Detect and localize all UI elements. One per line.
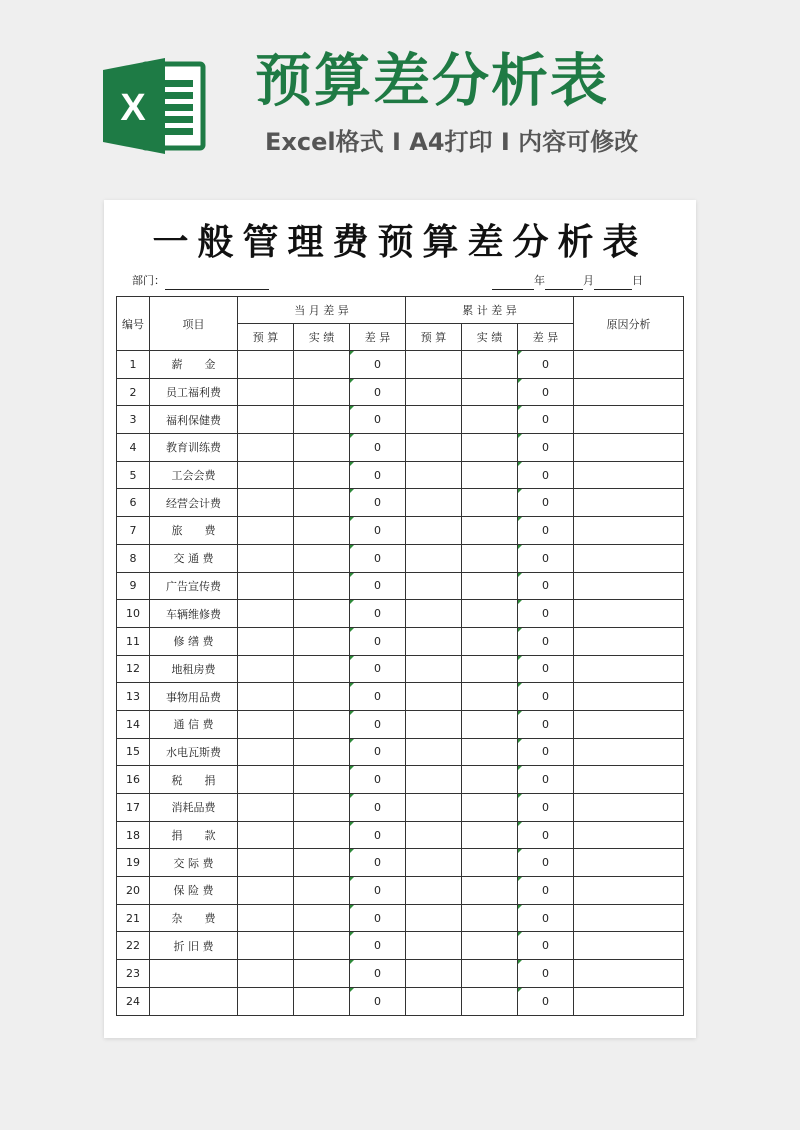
cell-actual-cumulative[interactable] — [462, 544, 518, 572]
day-label: 日 — [632, 274, 643, 287]
cell-actual-month[interactable] — [294, 904, 350, 932]
cell-diff-month: 0 — [350, 378, 406, 406]
cell-budget-cumulative[interactable] — [406, 683, 462, 711]
cell-item[interactable]: 员工福利费 — [150, 378, 238, 406]
cell-diff-cumulative: 0 — [518, 517, 574, 545]
table-row — [117, 572, 684, 600]
cell-actual-month[interactable] — [294, 461, 350, 489]
cell-item[interactable]: 事物用品费 — [150, 683, 238, 711]
cell-no: 21 — [117, 904, 150, 932]
cell-actual-cumulative[interactable] — [462, 849, 518, 877]
cell-diff-cumulative: 0 — [518, 794, 574, 822]
cell-reason[interactable] — [574, 766, 684, 794]
table-row — [117, 960, 684, 988]
cell-actual-month[interactable] — [294, 544, 350, 572]
cell-budget-month[interactable] — [238, 683, 294, 711]
cell-item[interactable]: 杂 费 — [150, 904, 238, 932]
year-input-line[interactable] — [492, 277, 534, 290]
header-diff-cumulative: 差 异 — [518, 324, 574, 351]
cell-item[interactable]: 薪 金 — [150, 351, 238, 379]
cell-diff-month: 0 — [350, 960, 406, 988]
cell-diff-month: 0 — [350, 710, 406, 738]
cell-diff-month: 0 — [350, 794, 406, 822]
cell-budget-cumulative[interactable] — [406, 544, 462, 572]
cell-diff-cumulative: 0 — [518, 683, 574, 711]
cell-actual-month[interactable] — [294, 683, 350, 711]
header-no: 编号 — [117, 297, 150, 351]
cell-diff-cumulative: 0 — [518, 987, 574, 1015]
header-current-month: 当 月 差 异 — [238, 297, 406, 324]
cell-budget-cumulative[interactable] — [406, 600, 462, 628]
cell-budget-cumulative[interactable] — [406, 572, 462, 600]
cell-actual-cumulative[interactable] — [462, 434, 518, 462]
cell-diff-cumulative: 0 — [518, 960, 574, 988]
cell-item[interactable]: 折 旧 费 — [150, 932, 238, 960]
cell-no: 23 — [117, 960, 150, 988]
cell-diff-cumulative: 0 — [518, 544, 574, 572]
month-label: 月 — [583, 274, 594, 287]
cell-reason[interactable] — [574, 572, 684, 600]
header-item: 项目 — [150, 297, 238, 351]
cell-diff-cumulative: 0 — [518, 600, 574, 628]
cell-item[interactable]: 交 通 费 — [150, 544, 238, 572]
cell-actual-month[interactable] — [294, 960, 350, 988]
cell-actual-month[interactable] — [294, 821, 350, 849]
cell-budget-cumulative[interactable] — [406, 710, 462, 738]
table-row — [117, 406, 684, 434]
cell-actual-cumulative[interactable] — [462, 710, 518, 738]
cell-diff-cumulative: 0 — [518, 821, 574, 849]
cell-actual-month[interactable] — [294, 766, 350, 794]
cell-budget-cumulative[interactable] — [406, 960, 462, 988]
header-budget-month: 预 算 — [238, 324, 294, 351]
cell-diff-month: 0 — [350, 738, 406, 766]
cell-diff-cumulative: 0 — [518, 849, 574, 877]
table-row — [117, 932, 684, 960]
cell-item[interactable]: 交 际 费 — [150, 849, 238, 877]
cell-budget-cumulative[interactable] — [406, 877, 462, 905]
cell-no: 4 — [117, 434, 150, 462]
table-row — [117, 517, 684, 545]
cell-no: 14 — [117, 710, 150, 738]
cell-item[interactable] — [150, 987, 238, 1015]
cell-diff-cumulative: 0 — [518, 627, 574, 655]
cell-reason[interactable] — [574, 461, 684, 489]
cell-actual-month[interactable] — [294, 738, 350, 766]
cell-diff-month: 0 — [350, 517, 406, 545]
header-budget-cumulative: 预 算 — [406, 324, 462, 351]
cell-item[interactable]: 税 捐 — [150, 766, 238, 794]
cell-diff-month: 0 — [350, 461, 406, 489]
cell-reason[interactable] — [574, 710, 684, 738]
cell-reason[interactable] — [574, 406, 684, 434]
cell-reason[interactable] — [574, 960, 684, 988]
table-row — [117, 351, 684, 379]
header-actual-month: 实 绩 — [294, 324, 350, 351]
cell-reason[interactable] — [574, 738, 684, 766]
cell-reason[interactable] — [574, 378, 684, 406]
cell-item[interactable]: 消耗品费 — [150, 794, 238, 822]
cell-diff-month: 0 — [350, 821, 406, 849]
cell-budget-cumulative[interactable] — [406, 517, 462, 545]
cell-budget-cumulative[interactable] — [406, 461, 462, 489]
cell-budget-cumulative[interactable] — [406, 932, 462, 960]
cell-diff-month: 0 — [350, 489, 406, 517]
cell-budget-month[interactable] — [238, 710, 294, 738]
table-row — [117, 378, 684, 406]
cell-budget-month[interactable] — [238, 849, 294, 877]
cell-reason[interactable] — [574, 932, 684, 960]
cell-reason[interactable] — [574, 489, 684, 517]
cell-diff-month: 0 — [350, 351, 406, 379]
header-actual-cumulative: 实 绩 — [462, 324, 518, 351]
cell-budget-month[interactable] — [238, 987, 294, 1015]
cell-reason[interactable] — [574, 877, 684, 905]
cell-diff-cumulative: 0 — [518, 406, 574, 434]
promo-subtitle: Excel格式 I A4打印 I 内容可修改 — [265, 128, 639, 156]
cell-actual-month[interactable] — [294, 987, 350, 1015]
cell-reason[interactable] — [574, 849, 684, 877]
cell-item[interactable]: 车辆维修费 — [150, 600, 238, 628]
table-row — [117, 489, 684, 517]
cell-actual-cumulative[interactable] — [462, 932, 518, 960]
cell-no: 9 — [117, 572, 150, 600]
cell-diff-cumulative: 0 — [518, 710, 574, 738]
header-diff-month: 差 异 — [350, 324, 406, 351]
cell-diff-cumulative: 0 — [518, 572, 574, 600]
cell-actual-cumulative[interactable] — [462, 738, 518, 766]
table-row — [117, 655, 684, 683]
cell-budget-month[interactable] — [238, 544, 294, 572]
cell-budget-month[interactable] — [238, 378, 294, 406]
cell-item[interactable]: 捐 款 — [150, 821, 238, 849]
cell-diff-month: 0 — [350, 904, 406, 932]
cell-reason[interactable] — [574, 683, 684, 711]
cell-item[interactable]: 教育训练费 — [150, 434, 238, 462]
cell-budget-cumulative[interactable] — [406, 489, 462, 517]
cell-no: 20 — [117, 877, 150, 905]
document-title: 一般管理费预算差分析表 — [152, 222, 648, 263]
table-row — [117, 821, 684, 849]
cell-actual-cumulative[interactable] — [462, 351, 518, 379]
cell-no: 13 — [117, 683, 150, 711]
cell-budget-month[interactable] — [238, 932, 294, 960]
cell-actual-month[interactable] — [294, 849, 350, 877]
table-row — [117, 766, 684, 794]
cell-actual-month[interactable] — [294, 378, 350, 406]
table-row — [117, 904, 684, 932]
cell-reason[interactable] — [574, 351, 684, 379]
table-row — [117, 434, 684, 462]
table-row — [117, 627, 684, 655]
table-row — [117, 849, 684, 877]
cell-diff-month: 0 — [350, 766, 406, 794]
cell-no: 6 — [117, 489, 150, 517]
cell-no: 10 — [117, 600, 150, 628]
cell-item[interactable]: 工会会费 — [150, 461, 238, 489]
cell-budget-cumulative[interactable] — [406, 904, 462, 932]
cell-budget-cumulative[interactable] — [406, 627, 462, 655]
document-sheet — [104, 200, 696, 1038]
cell-budget-month[interactable] — [238, 406, 294, 434]
cell-actual-month[interactable] — [294, 627, 350, 655]
dept-label: 部门： — [132, 274, 165, 287]
cell-budget-cumulative[interactable] — [406, 794, 462, 822]
cell-budget-month[interactable] — [238, 655, 294, 683]
cell-actual-cumulative[interactable] — [462, 406, 518, 434]
table-row — [117, 987, 684, 1015]
cell-actual-cumulative[interactable] — [462, 960, 518, 988]
cell-reason[interactable] — [574, 821, 684, 849]
cell-diff-month: 0 — [350, 627, 406, 655]
cell-no: 5 — [117, 461, 150, 489]
excel-logo-icon — [103, 58, 207, 154]
cell-budget-month[interactable] — [238, 738, 294, 766]
cell-budget-month[interactable] — [238, 517, 294, 545]
cell-diff-cumulative: 0 — [518, 461, 574, 489]
cell-no: 11 — [117, 627, 150, 655]
cell-no: 3 — [117, 406, 150, 434]
cell-budget-month[interactable] — [238, 351, 294, 379]
cell-no: 16 — [117, 766, 150, 794]
dept-input-line[interactable] — [165, 277, 269, 290]
cell-actual-month[interactable] — [294, 489, 350, 517]
cell-diff-cumulative: 0 — [518, 766, 574, 794]
cell-actual-month[interactable] — [294, 517, 350, 545]
cell-actual-cumulative[interactable] — [462, 572, 518, 600]
cell-diff-month: 0 — [350, 572, 406, 600]
table-body — [117, 351, 684, 1016]
cell-budget-month[interactable] — [238, 627, 294, 655]
cell-no: 2 — [117, 378, 150, 406]
cell-item[interactable]: 通 信 费 — [150, 710, 238, 738]
cell-actual-month[interactable] — [294, 710, 350, 738]
cell-actual-cumulative[interactable] — [462, 489, 518, 517]
cell-no: 8 — [117, 544, 150, 572]
budget-variance-table — [116, 296, 684, 1016]
day-input-line[interactable] — [594, 277, 632, 290]
cell-diff-month: 0 — [350, 683, 406, 711]
cell-no: 18 — [117, 821, 150, 849]
cell-no: 1 — [117, 351, 150, 379]
cell-actual-cumulative[interactable] — [462, 461, 518, 489]
table-row — [117, 794, 684, 822]
cell-actual-month[interactable] — [294, 794, 350, 822]
cell-actual-month[interactable] — [294, 351, 350, 379]
cell-budget-cumulative[interactable] — [406, 655, 462, 683]
cell-reason[interactable] — [574, 794, 684, 822]
promo-title: 预算差分析表 — [255, 48, 609, 114]
cell-actual-cumulative[interactable] — [462, 600, 518, 628]
cell-diff-cumulative: 0 — [518, 877, 574, 905]
table-row — [117, 710, 684, 738]
cell-actual-cumulative[interactable] — [462, 517, 518, 545]
cell-diff-month: 0 — [350, 544, 406, 572]
cell-budget-cumulative[interactable] — [406, 766, 462, 794]
cell-reason[interactable] — [574, 987, 684, 1015]
cell-budget-cumulative[interactable] — [406, 434, 462, 462]
cell-diff-month: 0 — [350, 877, 406, 905]
cell-budget-month[interactable] — [238, 461, 294, 489]
year-label: 年 — [534, 274, 545, 287]
cell-actual-cumulative[interactable] — [462, 904, 518, 932]
cell-item[interactable]: 广告宣传费 — [150, 572, 238, 600]
cell-diff-cumulative: 0 — [518, 904, 574, 932]
cell-actual-cumulative[interactable] — [462, 655, 518, 683]
cell-diff-cumulative: 0 — [518, 489, 574, 517]
cell-budget-month[interactable] — [238, 794, 294, 822]
cell-actual-cumulative[interactable] — [462, 627, 518, 655]
cell-item[interactable]: 旅 费 — [150, 517, 238, 545]
cell-budget-month[interactable] — [238, 960, 294, 988]
cell-budget-cumulative[interactable] — [406, 987, 462, 1015]
cell-diff-month: 0 — [350, 434, 406, 462]
cell-reason[interactable] — [574, 544, 684, 572]
cell-actual-month[interactable] — [294, 406, 350, 434]
cell-item[interactable]: 水电瓦斯费 — [150, 738, 238, 766]
cell-diff-month: 0 — [350, 600, 406, 628]
cell-reason[interactable] — [574, 655, 684, 683]
cell-actual-cumulative[interactable] — [462, 821, 518, 849]
cell-no: 7 — [117, 517, 150, 545]
cell-actual-cumulative[interactable] — [462, 794, 518, 822]
cell-actual-cumulative[interactable] — [462, 683, 518, 711]
cell-reason[interactable] — [574, 627, 684, 655]
cell-item[interactable]: 保 险 费 — [150, 877, 238, 905]
cell-diff-month: 0 — [350, 406, 406, 434]
header-reason: 原因分析 — [574, 297, 684, 351]
cell-reason[interactable] — [574, 904, 684, 932]
cell-actual-cumulative[interactable] — [462, 378, 518, 406]
month-input-line[interactable] — [545, 277, 583, 290]
cell-budget-month[interactable] — [238, 600, 294, 628]
cell-diff-cumulative: 0 — [518, 738, 574, 766]
cell-diff-month: 0 — [350, 849, 406, 877]
table-row — [117, 461, 684, 489]
cell-reason[interactable] — [574, 600, 684, 628]
cell-diff-cumulative: 0 — [518, 434, 574, 462]
logo-letter: X — [120, 87, 146, 129]
cell-no: 19 — [117, 849, 150, 877]
cell-no: 22 — [117, 932, 150, 960]
cell-budget-cumulative[interactable] — [406, 351, 462, 379]
cell-budget-cumulative[interactable] — [406, 821, 462, 849]
cell-budget-month[interactable] — [238, 572, 294, 600]
cell-reason[interactable] — [574, 517, 684, 545]
cell-reason[interactable] — [574, 434, 684, 462]
table-row — [117, 683, 684, 711]
table-row — [117, 600, 684, 628]
cell-item[interactable]: 经营会计费 — [150, 489, 238, 517]
cell-budget-month[interactable] — [238, 434, 294, 462]
cell-item[interactable]: 地租房费 — [150, 655, 238, 683]
cell-budget-cumulative[interactable] — [406, 738, 462, 766]
cell-item[interactable] — [150, 960, 238, 988]
cell-no: 12 — [117, 655, 150, 683]
cell-actual-cumulative[interactable] — [462, 987, 518, 1015]
cell-item[interactable]: 福利保健费 — [150, 406, 238, 434]
cell-budget-cumulative[interactable] — [406, 378, 462, 406]
cell-actual-month[interactable] — [294, 572, 350, 600]
cell-diff-month: 0 — [350, 932, 406, 960]
cell-diff-month: 0 — [350, 987, 406, 1015]
cell-actual-month[interactable] — [294, 655, 350, 683]
cell-actual-cumulative[interactable] — [462, 877, 518, 905]
cell-no: 17 — [117, 794, 150, 822]
cell-diff-cumulative: 0 — [518, 655, 574, 683]
dept-field — [132, 272, 269, 290]
cell-no: 15 — [117, 738, 150, 766]
cell-budget-month[interactable] — [238, 766, 294, 794]
cell-budget-cumulative[interactable] — [406, 406, 462, 434]
table-row — [117, 738, 684, 766]
cell-budget-month[interactable] — [238, 877, 294, 905]
cell-actual-month[interactable] — [294, 434, 350, 462]
date-field — [492, 272, 643, 290]
cell-diff-cumulative: 0 — [518, 932, 574, 960]
cell-budget-cumulative[interactable] — [406, 849, 462, 877]
cell-diff-cumulative: 0 — [518, 378, 574, 406]
table-row — [117, 544, 684, 572]
cell-actual-month[interactable] — [294, 932, 350, 960]
cell-budget-month[interactable] — [238, 821, 294, 849]
cell-budget-month[interactable] — [238, 904, 294, 932]
cell-no: 24 — [117, 987, 150, 1015]
cell-diff-cumulative: 0 — [518, 351, 574, 379]
table-row — [117, 877, 684, 905]
cell-item[interactable]: 修 缮 费 — [150, 627, 238, 655]
cell-actual-cumulative[interactable] — [462, 766, 518, 794]
cell-budget-month[interactable] — [238, 489, 294, 517]
header-cumulative: 累 计 差 异 — [406, 297, 574, 324]
cell-actual-month[interactable] — [294, 600, 350, 628]
cell-diff-month: 0 — [350, 655, 406, 683]
cell-actual-month[interactable] — [294, 877, 350, 905]
